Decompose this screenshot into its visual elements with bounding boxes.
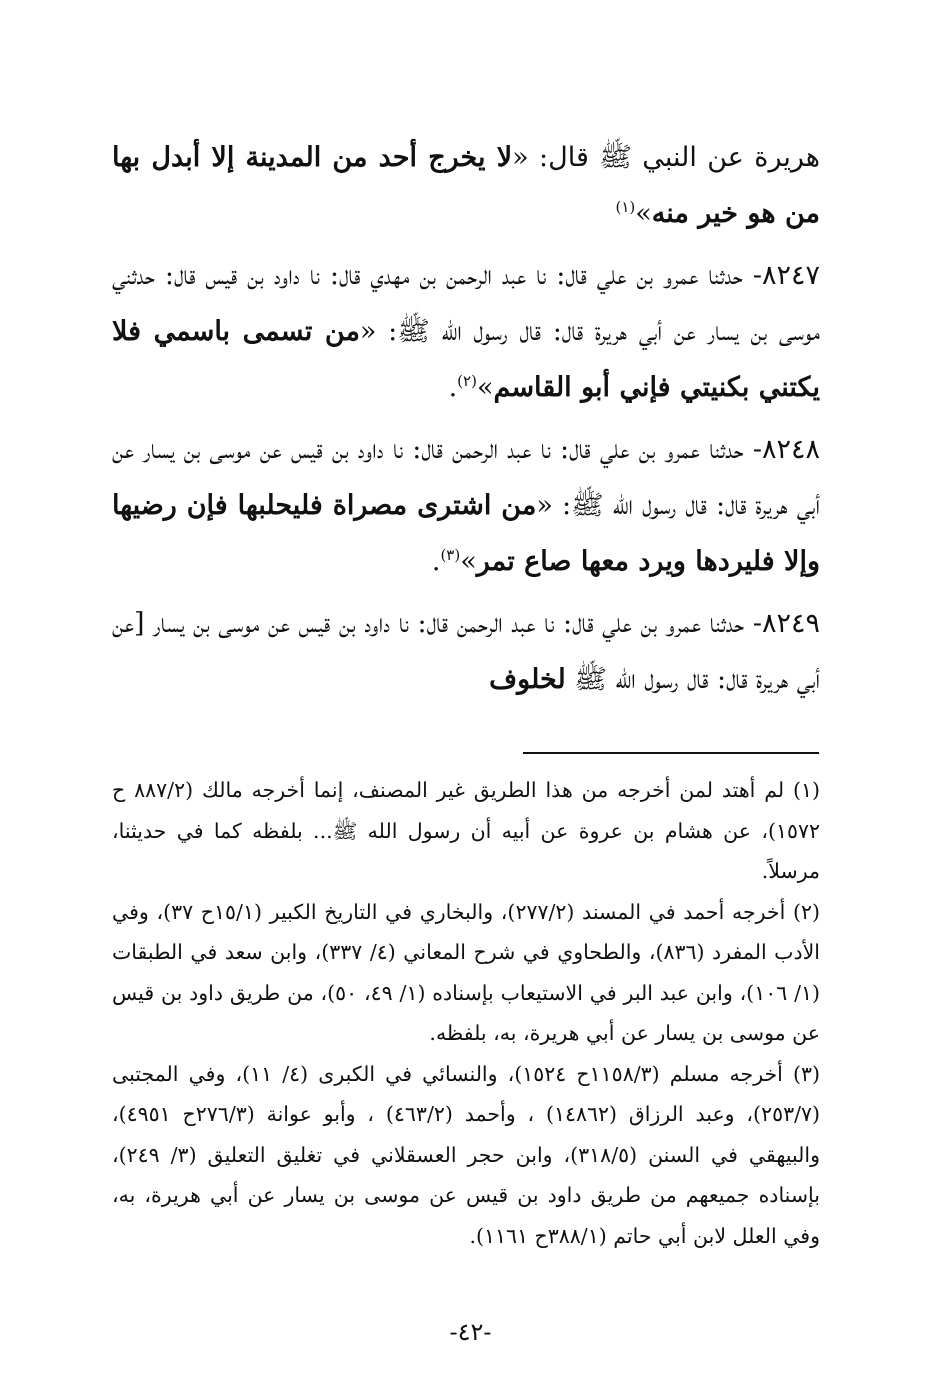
footnote-separator <box>523 752 819 754</box>
hadith-isnad: » <box>635 198 652 229</box>
hadith-paragraph <box>112 596 820 708</box>
hadith-paragraph <box>112 248 820 416</box>
hadith-matn: لخلوف <box>489 664 566 695</box>
footnotes <box>112 770 820 1256</box>
footnote: (٢) أخرجه أحمد في المسند (٢٧٧/٢)، والبخاري في التاريخ الكبير (١٥/١ح ٣٧)، وفي الأدب المفرد (٨٣٦)، والطحاوي في شرح المعاني (٤/ ٣٣٧)، وابن سعد في الطبقات (١/ ١٠٦)، وابن عبد البر في الاستيعاب بإسناده (١/ ٤٩، ٥٠)، من طريق داود بن قيس عن موسى بن يسار عن أبي هريرة، به، بلفظه. <box>112 899 821 1045</box>
hadith-matn: من تسمى باسمي فلا يكتني بكنيتي فإني أبو القاسم <box>112 316 820 403</box>
footnote: (١) لم أهتد لمن أخرجه من هذا الطريق غير المصنف، إنما أخرجه مالك (٨٨٧/٢ ح ١٥٧٢)، عن هشام بن عروة عن أبيه أن رسول الله ﷺ... بلفظه كما في حديثنا، مرسلاً. <box>112 778 821 883</box>
hadith-isnad: ٨٢٤٨- حدثنا عمرو بن علي قال: نا عبد الرحمن قال: نا داود بن قيس عن موسى بن يسار عن أبي هريرة قال: قال رسول الله ﷺ: « <box>112 434 820 521</box>
main-text <box>112 130 820 708</box>
footnote: (٣) أخرجه مسلم (١١٥٨/٣ح ١٥٢٤)، والنسائي في الكبرى (٤/ ١١)، وفي المجتبى (٢٥٣/٧)، وعبد الرزاق (١٤٨٦٢) ، وأحمد (٤٦٣/٢) ، وأبو عوانة (٢٧٦/٣ح ٤٩٥١)، والبيهقي في السنن (٣١٨/٥)، وابن حجر العسقلاني في تغليق التعليق (٣/ ٢٤٩)، بإسناده جميعهم من طريق داود بن قيس عن موسى بن يسار عن أبي هريرة، به، وفي العلل لابن أبي حاتم (٣٨٨/١ح ١١٦١). <box>112 1061 821 1248</box>
hadith-isnad: ٨٢٤٩- حدثنا عمرو بن علي قال: نا عبد الرحمن قال: نا داود بن قيس عن موسى بن يسار [عن أبي هريرة قال: قال رسول الله ﷺ <box>111 608 820 695</box>
hadith-isnad: » <box>460 546 477 577</box>
page-number: -٤٢- <box>449 1318 492 1346</box>
hadith-paragraph <box>112 422 820 590</box>
hadith-isnad: » <box>476 372 494 403</box>
hadith-isnad: . <box>448 372 458 403</box>
hadith-isnad: ٨٢٤٧- حدثنا عمرو بن علي قال: نا عبد الرحمن بن مهدي قال: نا داود بن قيس قال: حدثني موسى بن يسار عن أبي هريرة قال: قال رسول الله ﷺ: « <box>112 260 820 347</box>
hadith-matn: لا يخرج أحد من المدينة إلا أبدل بها من هو خير منه <box>112 142 820 229</box>
hadith-matn: من اشترى مصراة فليحلبها فإن رضيها وإلا فليردها ويرد معها صاع تمر <box>112 490 820 577</box>
hadith-paragraph <box>112 130 820 242</box>
hadith-isnad: . <box>431 546 441 577</box>
hadith-isnad: هريرة عن النبي ﷺ قال: « <box>512 142 820 173</box>
footnote-marker: (١) <box>615 198 636 216</box>
footnote-marker: (٢) <box>457 372 477 390</box>
footnote-marker: (٣) <box>440 546 461 564</box>
